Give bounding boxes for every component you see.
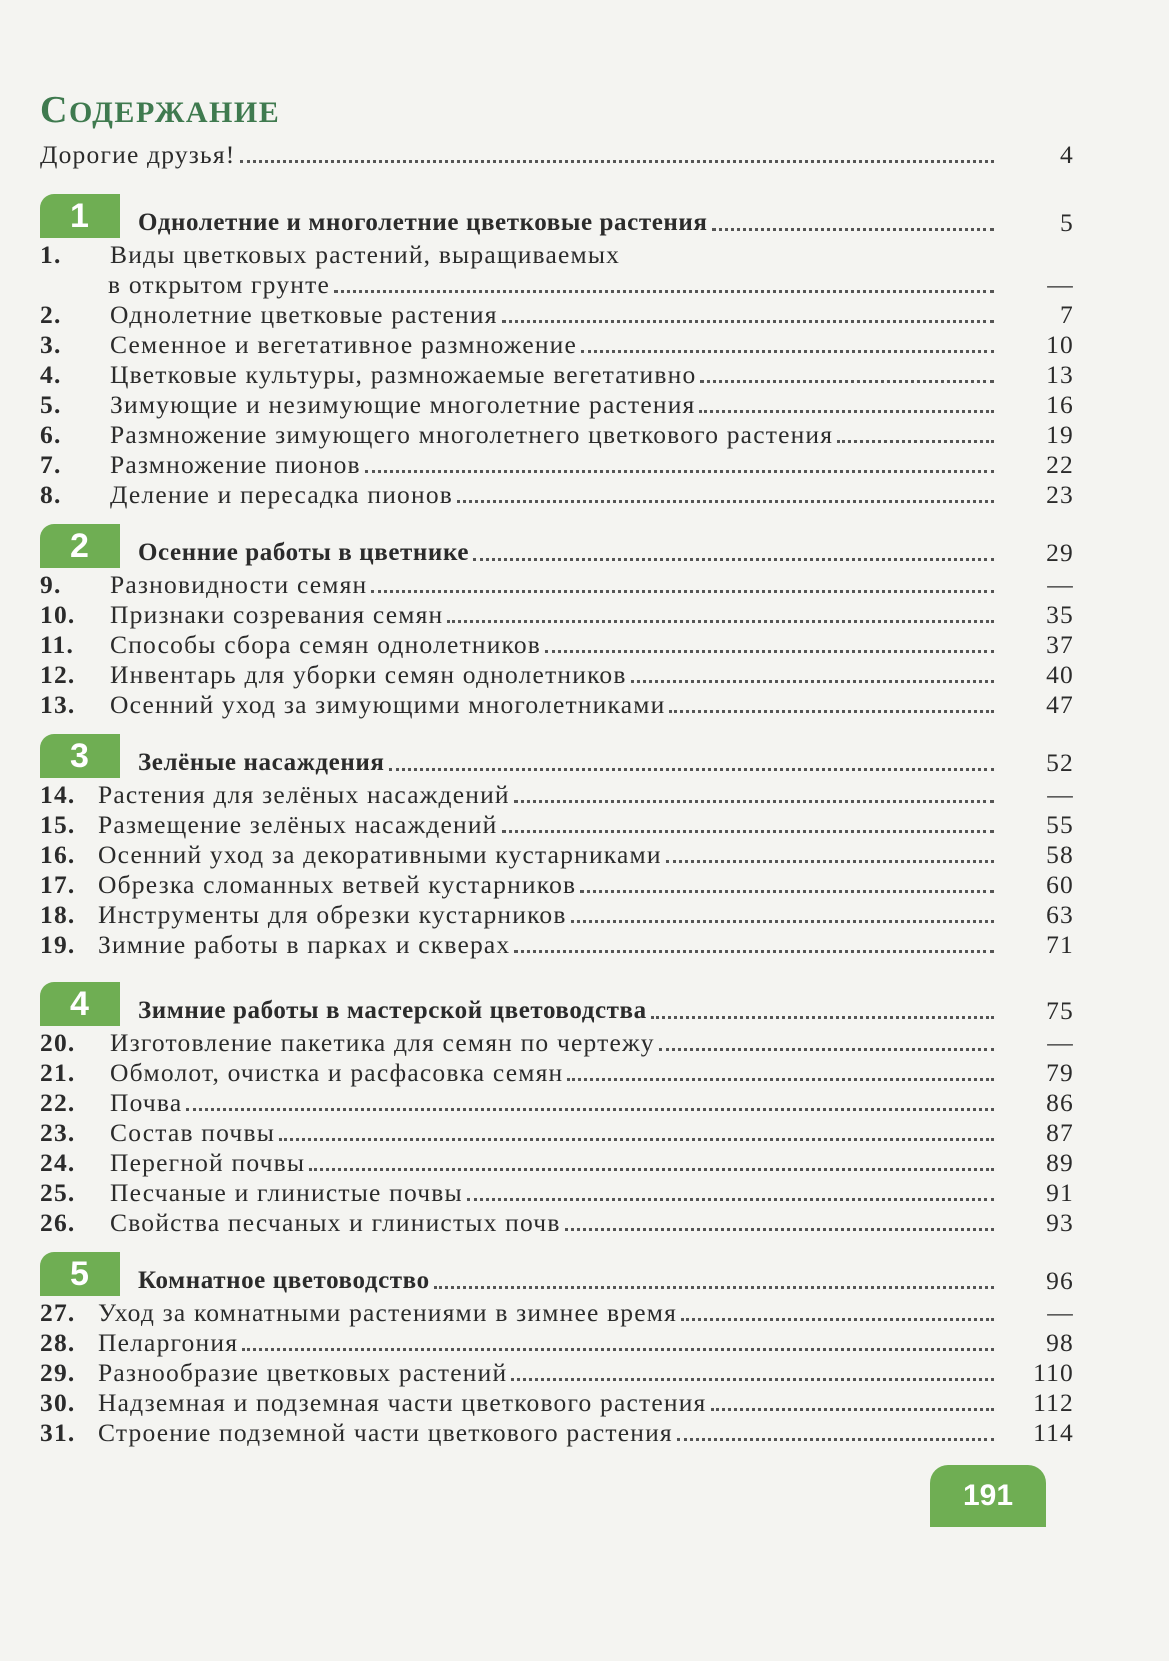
entry-page: 55 — [1046, 810, 1074, 839]
toc-entry — [40, 1084, 1076, 1118]
entry-page: — — [1047, 570, 1074, 599]
entry-number: 15. — [40, 810, 76, 839]
entry-title: Растения для зелёных насаждений — [98, 780, 510, 809]
entry-number: 13. — [40, 690, 76, 719]
toc-entry-continuation — [108, 266, 1076, 300]
leader-dots — [447, 620, 994, 623]
entry-title: Цветковые культуры, размножаемые вегетативно — [110, 360, 697, 389]
toc-entry — [40, 1204, 1076, 1238]
leader-dots — [242, 1348, 994, 1351]
entry-title: Строение подземной части цветкового растения — [98, 1418, 673, 1447]
toc-entry — [40, 1324, 1076, 1358]
toc-entry — [40, 1054, 1076, 1088]
entry-title: Разновидности семян — [110, 570, 368, 599]
toc-entry — [40, 1024, 1076, 1058]
entry-number: 16. — [40, 840, 76, 869]
toc-entry — [40, 686, 1076, 720]
entry-number: 24. — [40, 1148, 76, 1177]
entry-title-continued: в открытом грунте — [108, 270, 330, 299]
entry-title: Размещение зелёных насаждений — [98, 810, 498, 839]
entry-number: 20. — [40, 1028, 76, 1057]
leader-dots — [651, 1016, 994, 1019]
leader-dots — [580, 890, 994, 893]
leader-dots — [514, 950, 994, 953]
entry-number: 17. — [40, 870, 76, 899]
entry-title: Песчаные и глинистые почвы — [110, 1178, 463, 1207]
entry-page: 89 — [1046, 1148, 1074, 1177]
toc-entry — [40, 1114, 1076, 1148]
entry-title: Дорогие друзья! — [40, 140, 236, 169]
entry-number: 18. — [40, 900, 76, 929]
leader-dots — [837, 440, 994, 443]
entry-title: Уход за комнатными растениями в зимнее время — [98, 1298, 678, 1327]
leader-dots — [631, 680, 994, 683]
entry-page: 71 — [1046, 930, 1074, 959]
leader-dots — [502, 830, 994, 833]
leader-dots — [240, 160, 994, 163]
toc-entry — [40, 836, 1076, 870]
entry-number: 14. — [40, 780, 76, 809]
entry-title: Надземная и подземная части цветкового растения — [98, 1388, 707, 1417]
toc-entry — [40, 926, 1076, 960]
entry-number: 12. — [40, 660, 76, 689]
entry-title: Зимние работы в парках и скверах — [98, 930, 511, 959]
toc-entry — [40, 626, 1076, 660]
toc-entry — [40, 1354, 1076, 1388]
entry-number: 21. — [40, 1058, 76, 1087]
leader-dots — [711, 1408, 995, 1411]
entry-title: Почва — [110, 1088, 183, 1117]
entry-number: 25. — [40, 1178, 76, 1207]
entry-page: 91 — [1046, 1178, 1074, 1207]
section-page: 29 — [1046, 538, 1074, 567]
toc-entry — [40, 656, 1076, 690]
entry-page: 87 — [1046, 1118, 1074, 1147]
section-page: 96 — [1046, 1266, 1074, 1295]
entry-page: 7 — [1060, 300, 1074, 329]
entry-number: 10. — [40, 600, 76, 629]
entry-page: 79 — [1046, 1058, 1074, 1087]
toc-entry — [40, 296, 1076, 330]
entry-page: — — [1047, 1298, 1074, 1327]
toc-entry — [40, 236, 1076, 270]
entry-number: 7. — [40, 450, 62, 479]
entry-title: Деление и пересадка пионов — [110, 480, 454, 509]
entry-page: — — [1047, 270, 1074, 299]
leader-dots — [666, 860, 994, 863]
entry-page: 35 — [1046, 600, 1074, 629]
section-number-badge: 1 — [40, 194, 120, 238]
entry-title: Осенний уход за декоративными кустарниками — [98, 840, 662, 869]
page-title: СОДЕРЖАНИЕ — [40, 89, 281, 131]
entry-number: 3. — [40, 330, 62, 359]
entry-title: Однолетние цветковые растения — [110, 300, 498, 329]
leader-dots — [511, 1378, 994, 1381]
leader-dots — [581, 350, 994, 353]
leader-dots — [365, 470, 994, 473]
leader-dots — [712, 228, 994, 231]
entry-page: 60 — [1046, 870, 1074, 899]
section-title: Однолетние и многолетние цветковые растения — [138, 209, 708, 236]
entry-page: — — [1047, 1028, 1074, 1057]
section-number-badge: 3 — [40, 734, 120, 778]
toc-entry — [40, 1174, 1076, 1208]
section-title: Зелёные насаждения — [138, 749, 385, 776]
section-title: Осенние работы в цветнике — [138, 539, 470, 566]
toc-entry-intro — [40, 136, 1076, 170]
leader-dots — [467, 1198, 994, 1201]
entry-number: 5. — [40, 390, 62, 419]
toc-entry — [40, 566, 1076, 600]
section-title: Комнатное цветоводство — [138, 1267, 430, 1294]
entry-number: 8. — [40, 480, 62, 509]
entry-page: 98 — [1046, 1328, 1074, 1357]
leader-dots — [514, 800, 994, 803]
toc-entry — [40, 446, 1076, 480]
entry-number: 4. — [40, 360, 62, 389]
toc-entry — [40, 386, 1076, 420]
entry-title: Зимующие и незимующие многолетние растения — [110, 390, 696, 419]
entry-number: 30. — [40, 1388, 76, 1417]
entry-page: 4 — [1060, 140, 1074, 169]
entry-page: 47 — [1046, 690, 1074, 719]
toc-entry — [40, 1414, 1076, 1448]
section-page: 52 — [1046, 748, 1074, 777]
entry-page: 114 — [1033, 1418, 1074, 1447]
entry-page: 19 — [1046, 420, 1074, 449]
entry-title: Способы сбора семян однолетников — [110, 630, 542, 659]
toc-entry — [40, 896, 1076, 930]
toc-entry — [40, 596, 1076, 630]
entry-title: Обрезка сломанных ветвей кустарников — [98, 870, 577, 899]
leader-dots — [571, 920, 994, 923]
leader-dots — [700, 380, 994, 383]
leader-dots — [279, 1138, 994, 1141]
entry-title: Свойства песчаных и глинистых почв — [110, 1208, 561, 1237]
leader-dots — [502, 320, 994, 323]
section-heading-1 — [40, 192, 1076, 238]
entry-title: Инвентарь для уборки семян однолетников — [110, 660, 627, 689]
leader-dots — [389, 768, 995, 771]
leader-dots — [473, 558, 994, 561]
entry-number: 6. — [40, 420, 62, 449]
entry-page: 63 — [1046, 900, 1074, 929]
entry-number: 1. — [40, 240, 62, 269]
toc-entry — [40, 476, 1076, 510]
entry-page: 110 — [1033, 1358, 1074, 1387]
leader-dots — [677, 1438, 994, 1441]
toc-entry — [40, 1294, 1076, 1328]
leader-dots — [371, 590, 994, 593]
entry-number: 31. — [40, 1418, 76, 1447]
leader-dots — [659, 1048, 994, 1051]
leader-dots — [457, 500, 994, 503]
entry-number: 9. — [40, 570, 62, 599]
entry-number: 27. — [40, 1298, 76, 1327]
entry-title: Разнообразие цветковых растений — [98, 1358, 508, 1387]
entry-title: Признаки созревания семян — [110, 600, 444, 629]
section-heading-4 — [40, 980, 1076, 1026]
section-heading-3 — [40, 732, 1076, 778]
entry-title: Изготовление пакетика для семян по чертежу — [110, 1028, 655, 1057]
entry-number: 11. — [40, 630, 75, 659]
entry-title: Размножение пионов — [110, 450, 361, 479]
section-heading-5 — [40, 1250, 1076, 1296]
entry-number: 22. — [40, 1088, 76, 1117]
entry-page: 93 — [1046, 1208, 1074, 1237]
entry-title: Обмолот, очистка и расфасовка семян — [110, 1058, 564, 1087]
section-number-badge: 5 — [40, 1252, 120, 1296]
entry-page: 13 — [1046, 360, 1074, 389]
section-title: Зимние работы в мастерской цветоводства — [138, 997, 647, 1024]
entry-page: 40 — [1046, 660, 1074, 689]
toc-entry — [40, 866, 1076, 900]
entry-title: Перегной почвы — [110, 1148, 306, 1177]
leader-dots — [434, 1286, 994, 1289]
leader-dots — [567, 1078, 994, 1081]
entry-number: 26. — [40, 1208, 76, 1237]
entry-page: 86 — [1046, 1088, 1074, 1117]
entry-title: Виды цветковых растений, выращиваемых — [110, 240, 621, 269]
leader-dots — [681, 1318, 994, 1321]
toc-entry — [40, 416, 1076, 450]
entry-number: 29. — [40, 1358, 76, 1387]
entry-title: Инструменты для обрезки кустарников — [98, 900, 567, 929]
toc-entry — [40, 1144, 1076, 1178]
toc-entry — [40, 356, 1076, 390]
section-page: 5 — [1060, 208, 1074, 237]
leader-dots — [565, 1228, 994, 1231]
entry-page: — — [1047, 780, 1074, 809]
entry-page: 58 — [1046, 840, 1074, 869]
leader-dots — [334, 290, 994, 293]
entry-title: Состав почвы — [110, 1118, 276, 1147]
toc-entry — [40, 776, 1076, 810]
entry-page: 37 — [1046, 630, 1074, 659]
entry-number: 23. — [40, 1118, 76, 1147]
section-heading-2 — [40, 522, 1076, 568]
entry-number: 19. — [40, 930, 76, 959]
leader-dots — [309, 1168, 994, 1171]
entry-page: 112 — [1033, 1388, 1074, 1417]
entry-title: Пеларгония — [98, 1328, 239, 1357]
entry-title: Осенний уход за зимующими многолетниками — [110, 690, 666, 719]
leader-dots — [669, 710, 994, 713]
toc-entry — [40, 806, 1076, 840]
leader-dots — [699, 410, 994, 413]
leader-dots — [545, 650, 994, 653]
toc-entry — [40, 1384, 1076, 1418]
section-number-badge: 4 — [40, 982, 120, 1026]
entry-number: 2. — [40, 300, 62, 329]
section-number-badge: 2 — [40, 524, 120, 568]
entry-page: 23 — [1046, 480, 1074, 509]
entry-page: 22 — [1046, 450, 1074, 479]
leader-dots — [186, 1108, 994, 1111]
entry-number: 28. — [40, 1328, 76, 1357]
entry-title: Размножение зимующего многолетнего цветкового растения — [110, 420, 834, 449]
page-number-tab: 191 — [930, 1465, 1046, 1527]
entry-page: 10 — [1046, 330, 1074, 359]
entry-page: 16 — [1046, 390, 1074, 419]
entry-title: Семенное и вегетативное размножение — [110, 330, 578, 359]
section-page: 75 — [1046, 996, 1074, 1025]
toc-entry — [40, 326, 1076, 360]
